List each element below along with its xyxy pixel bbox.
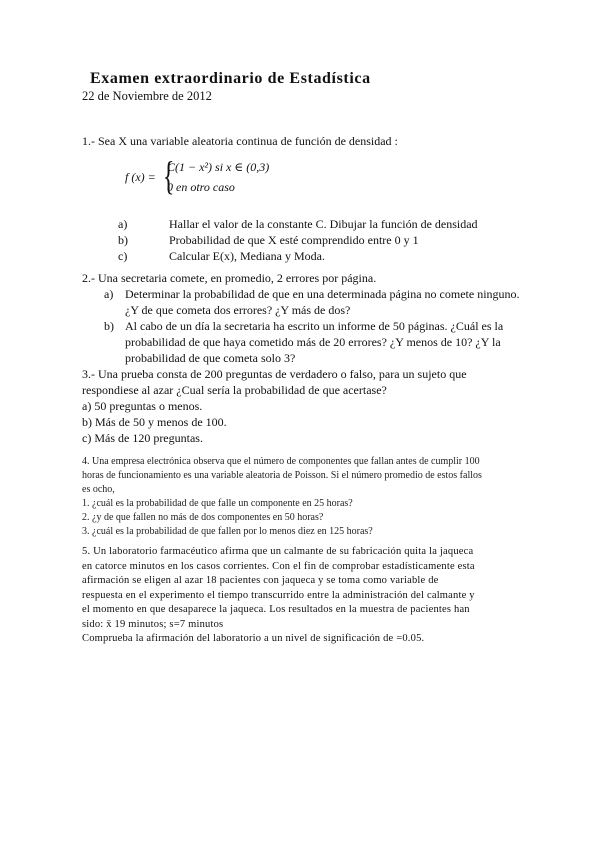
list-item: b) Más de 50 y menos de 100. [82, 415, 227, 429]
question-5-text: 5. Un laboratorio farmacéutico afirma que un calmante de su fabricación quita la jaqueca en catorce minutos en los casos corrientes. Con el fin de comprobar estadísticamente esta afirmación se eligen al azar 18 pacientes con jaqueca y se toma como variable de respuesta en el experimento el tiempo transcurrido entre la administración del calmante y el momento en que desaparece la jaqueca. Los resultados en la muestra de pacientes han sido: x̄ 19 minutos; s=7 minutos [82, 546, 475, 630]
density-formula [125, 153, 325, 198]
exam-title: Examen extraordinario de Estadística [90, 70, 371, 87]
question-2 [82, 270, 542, 366]
left-brace-symbol: { [162, 153, 175, 198]
list-item: 1. ¿cuál es la probabilidad de que falle un componente en 25 horas? [82, 498, 353, 509]
question-2-intro: 2.- Una secretaria comete, en promedio, 2 errores por página. [82, 271, 377, 285]
question-3 [82, 366, 512, 446]
list-item [118, 232, 478, 248]
formula-case-1: C(1 − x²) si x ∈ (0,3) [167, 160, 270, 174]
list-item: a) 50 preguntas o menos. [82, 399, 203, 413]
item-text: Determinar la probabilidad de que en una determinada página no comete ninguno. ¿Y de que cometa dos errores? ¿Y más de dos? [125, 287, 520, 317]
question-5 [82, 545, 482, 647]
list-item: c) Más de 120 preguntas. [82, 431, 203, 445]
question-1-intro: 1.- Sea X una variable aleatoria continua de función de densidad : [82, 134, 398, 148]
item-text: Hallar el valor de la constante C. Dibujar la función de densidad [169, 217, 478, 231]
item-label: b) [104, 319, 114, 333]
question-3-intro: 3.- Una prueba consta de 200 preguntas de verdadero o falso, para un sujeto que respondiese al azar ¿Cual sería la probabilidad de que acertase? [82, 367, 467, 397]
item-text: Probabilidad de que X esté comprendido entre 0 y 1 [169, 233, 419, 247]
question-2-items [104, 286, 542, 366]
list-item: 2. ¿y de que fallen no más de dos componentes en 50 horas? [82, 512, 324, 523]
list-item: 3. ¿cuál es la probabilidad de que fallen por lo menos diez en 125 horas? [82, 526, 373, 537]
item-label: a) [104, 287, 114, 301]
item-text: Calcular E(x), Mediana y Moda. [169, 249, 325, 263]
question-1-items [118, 216, 478, 264]
item-label: a) [118, 217, 128, 231]
question-5-last: Comprueba la afirmación del laboratorio a un nivel de significación de =0.05. [82, 633, 425, 644]
question-1 [82, 133, 522, 149]
list-item [104, 318, 542, 366]
item-label: b) [118, 233, 128, 247]
list-item [118, 248, 478, 264]
item-text: Al cabo de un día la secretaria ha escrito un informe de 50 páginas. ¿Cuál es la probabilidad de que haya cometido más de 20 errores? ¿Y menos de 10? ¿Y la probabilidad de que cometa solo 3? [125, 319, 504, 365]
exam-date: 22 de Noviembre de 2012 [82, 89, 212, 103]
formula-lhs: f (x) = [125, 170, 156, 184]
item-label: c) [118, 249, 128, 263]
question-4 [82, 455, 482, 539]
list-item [104, 286, 542, 318]
question-4-intro: 4. Una empresa electrónica observa que el número de componentes que fallan antes de cumplir 100 horas de funcionamiento es una variable aleatoria de Poisson. Si el número promedio de estos fallos es ocho, [82, 456, 482, 495]
formula-case-2: 0 en otro caso [167, 180, 235, 194]
list-item [118, 216, 478, 232]
